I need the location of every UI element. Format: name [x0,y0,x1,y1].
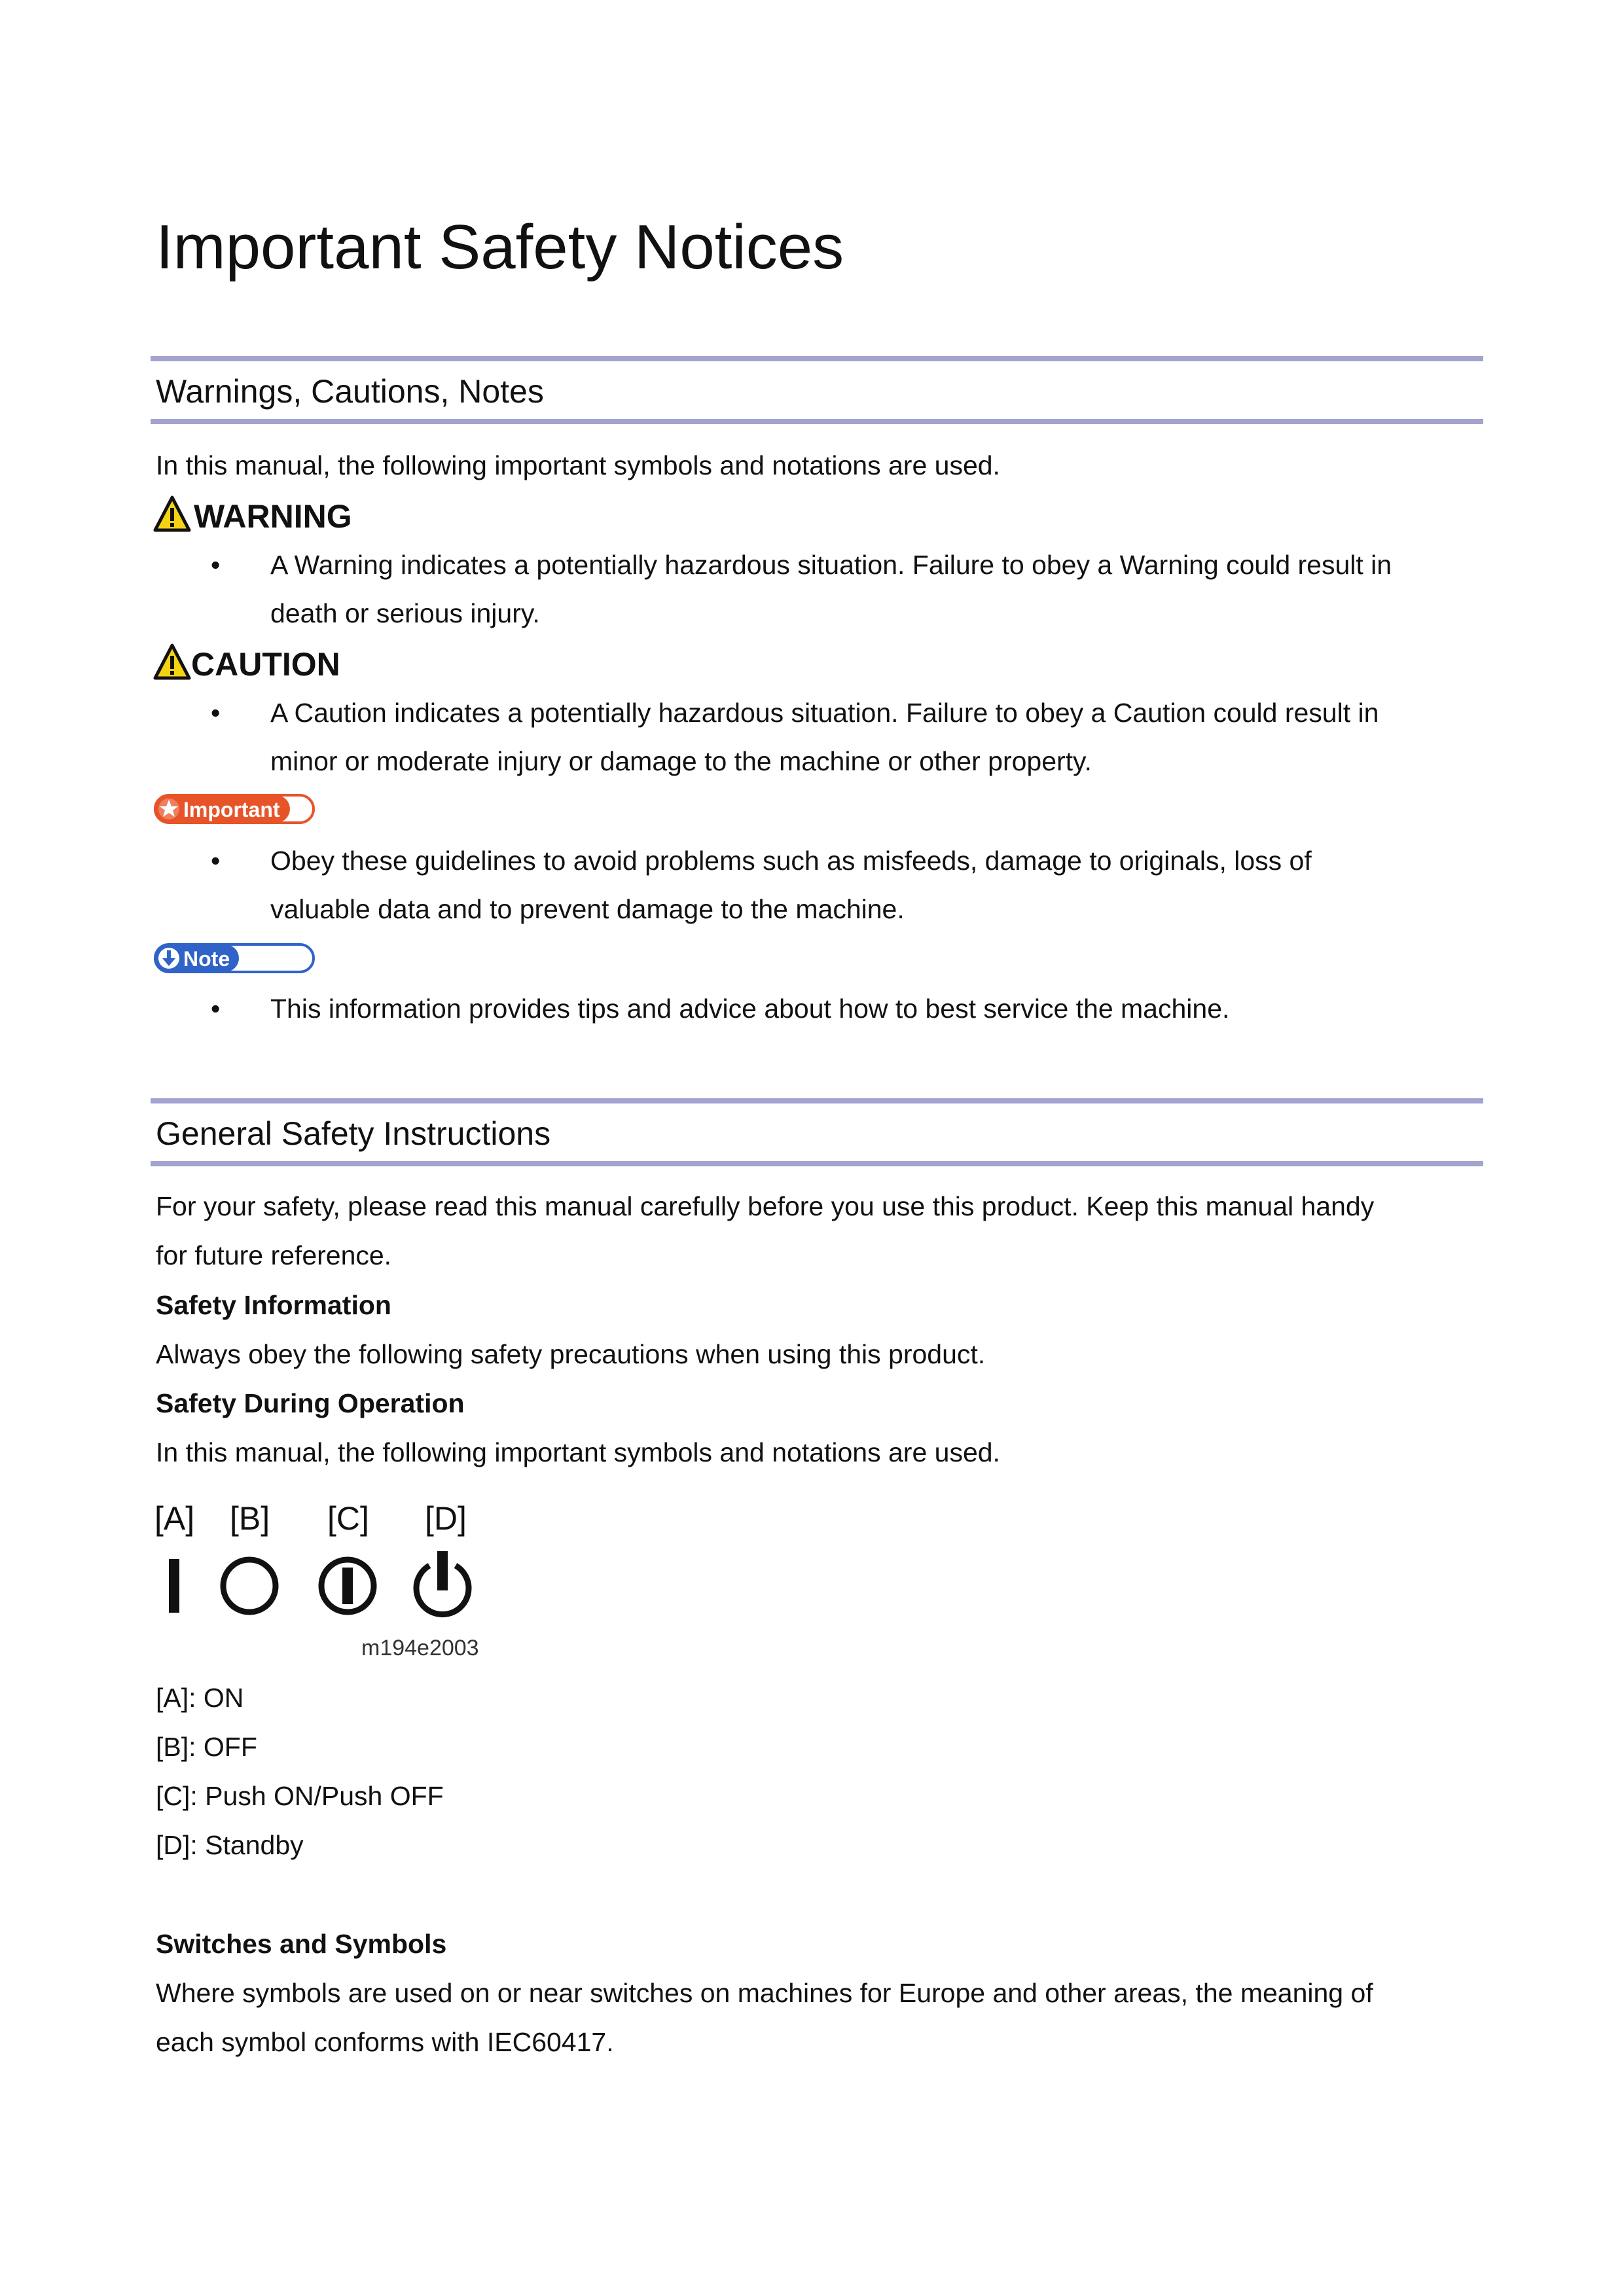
switches-text-line1: Where symbols are used on or near switches on machines for Europe and other areas, the meaning of [156,1978,1373,2008]
page-title: Important Safety Notices [156,212,844,282]
intro-text: In this manual, the following important symbols and notations are used. [156,450,1000,480]
figure-label-a: [A] [154,1500,195,1537]
section-rule-bottom [151,419,1483,424]
warning-text-line2: death or serious injury. [270,598,540,628]
warning-triangle-icon [153,495,389,534]
warning-label [153,495,389,534]
caution-bullet: • [211,698,221,728]
standby-symbol-icon [416,1551,469,1615]
legend-item-off: [B]: OFF [156,1732,257,1762]
caution-label-text: CAUTION [191,646,340,682]
figure-label-d: [D] [425,1500,467,1537]
push-on-off-symbol-icon [321,1560,374,1612]
important-text-line1: Obey these guidelines to avoid problems such as misfeeds, damage to originals, loss of [270,846,1312,876]
figure-label-b: [B] [230,1500,270,1537]
section-rule-top [151,356,1483,361]
operation-text: In this manual, the following important symbols and notations are used. [156,1437,1000,1467]
off-symbol-icon [223,1560,276,1612]
important-badge-text: Important [183,798,280,821]
section-rule-top-2 [151,1098,1483,1103]
operation-heading: Safety During Operation [156,1388,465,1418]
section-heading-general: General Safety Instructions [156,1115,551,1152]
section-rule-bottom-2 [151,1161,1483,1166]
caution-text-line1: A Caution indicates a potentially hazardous situation. Failure to obey a Caution could result in [270,698,1379,728]
figure-label-c: [C] [327,1500,369,1537]
warning-label-text: WARNING [194,498,352,534]
legend-item-push: [C]: Push ON/Push OFF [156,1781,444,1811]
figure-code: m194e2003 [361,1636,479,1660]
switches-heading: Switches and Symbols [156,1929,447,1959]
note-badge [153,942,317,974]
legend-item-on: [A]: ON [156,1683,244,1713]
note-text-line1: This information provides tips and advice about how to best service the machine. [270,994,1230,1024]
switches-text-line2: each symbol conforms with IEC60417. [156,2027,614,2057]
caution-triangle-icon [153,643,376,682]
general-para-line2: for future reference. [156,1240,392,1270]
section-heading-warnings: Warnings, Cautions, Notes [156,373,544,410]
important-badge [153,793,317,825]
safety-info-heading: Safety Information [156,1290,391,1320]
warning-text-line1: A Warning indicates a potentially hazardous situation. Failure to obey a Warning could result in [270,550,1392,580]
note-badge-text: Note [183,947,230,971]
caution-text-line2: minor or moderate injury or damage to the machine or other property. [270,746,1092,776]
on-symbol-icon [169,1559,179,1613]
caution-label [153,643,376,682]
general-para-line1: For your safety, please read this manual carefully before you use this product. Keep this manual handy [156,1191,1375,1221]
note-bullet: • [211,994,221,1024]
warning-bullet: • [211,550,221,580]
important-text-line2: valuable data and to prevent damage to the machine. [270,894,905,924]
important-bullet: • [211,846,221,876]
safety-info-text: Always obey the following safety precautions when using this product. [156,1339,986,1369]
legend-item-standby: [D]: Standby [156,1830,304,1860]
switch-symbols-figure [154,1499,495,1662]
